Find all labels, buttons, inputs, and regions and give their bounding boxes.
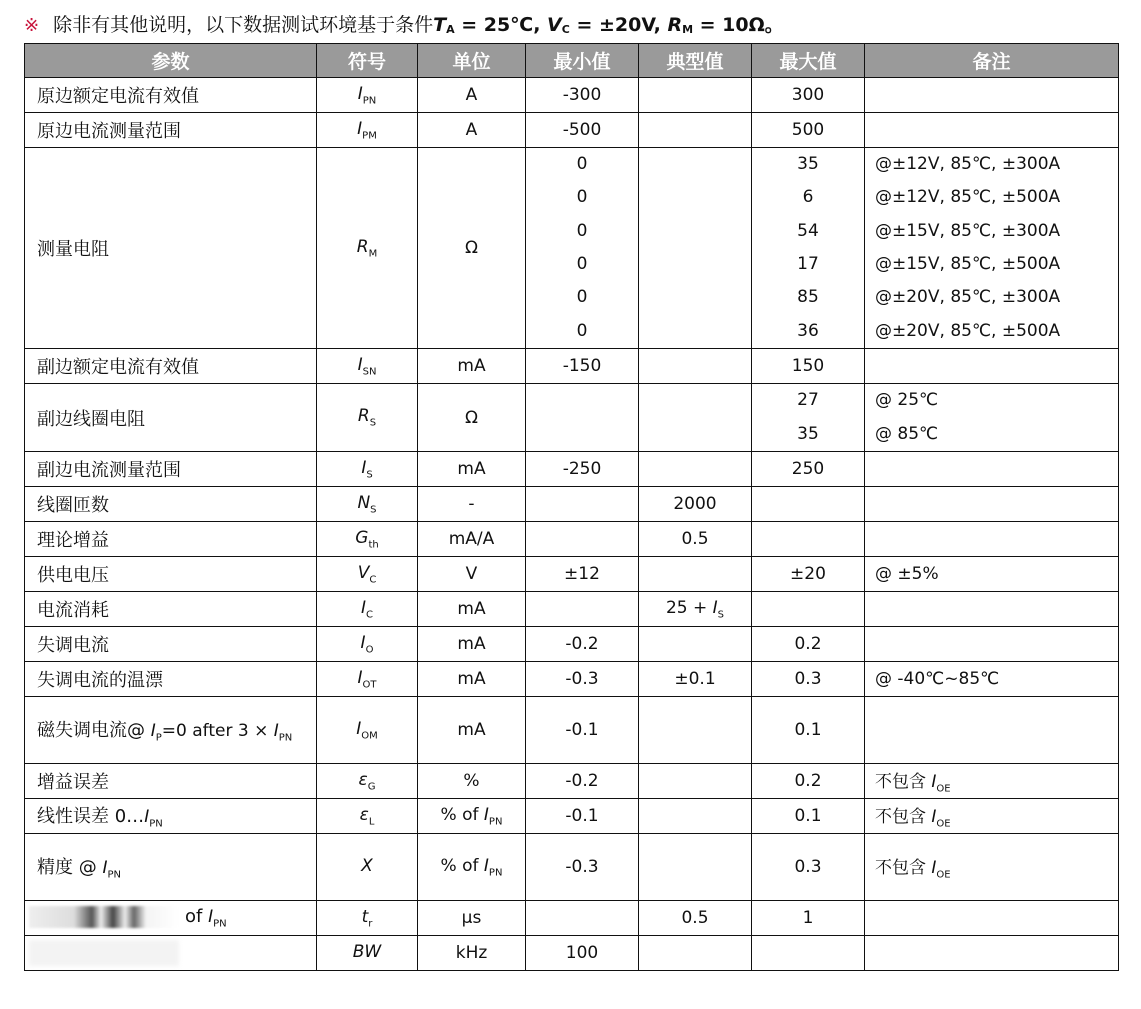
header-param: 参数 <box>25 44 317 78</box>
header-unit: 单位 <box>418 44 526 78</box>
table-row: 原边额定电流有效值 $I_{PN}$ A -300 300 <box>25 78 1119 113</box>
spec-table <box>24 43 1119 971</box>
table-row: 副边电流测量范围 $I_S$ mA -250 250 <box>25 452 1119 487</box>
table-row: 理论增益 $G_{th}$ mA/A 0.5 <box>25 522 1119 557</box>
header-max: 最大值 <box>752 44 865 78</box>
table-row: 原边电流测量范围 $I_{PM}$ A -500 500 <box>25 113 1119 148</box>
table-header-row <box>25 44 1119 78</box>
table-row: BW kHz 100 <box>25 936 1119 971</box>
redacted-area <box>29 940 179 966</box>
table-row: 增益误差 $\varepsilon_G$ % -0.2 0.2 不包含 $I_{OE}$ <box>25 764 1119 799</box>
table-row: 副边额定电流有效值 $I_{SN}$ mA -150 150 <box>25 349 1119 384</box>
table-row: 失调电流的温漂 $I_{OT}$ mA -0.3 ±0.1 0.3 @ -40℃~85℃ <box>25 662 1119 697</box>
redacted-area <box>29 906 179 928</box>
table-row: 失调电流 $I_O$ mA -0.2 0.2 <box>25 627 1119 662</box>
table-row: 测量电阻 $R_M$ Ω 0 0 0 0 0 0 35 6 54 17 85 36 @±12V, 85℃, ±300A @±12V, 85℃, ±500A @±15V, 85℃, ±300A @±15V, 85℃, ±500A @±20V, 85℃, ±300A @±20V, 85℃, ±500A <box>25 148 1119 349</box>
header-symbol: 符号 <box>317 44 418 78</box>
table-row: 供电电压 $V_C$ V ±12 ±20 @ ±5% <box>25 557 1119 592</box>
test-conditions-note: ※ 除非有其他说明，以下数据测试环境基于条件$T_A$ = 25℃, $V_C = \pm 20V$, $R_M = 10\Omega$。 <box>24 14 784 36</box>
header-min: 最小值 <box>526 44 639 78</box>
table-row: of $I_{PN}$ $t_r$ µs 0.5 1 <box>25 901 1119 936</box>
table-row: 磁失调电流@ $I_P=0$ after $3 \times I_{PN}$ $I_{OM}$ mA -0.1 0.1 <box>25 697 1119 764</box>
table-row: 电流消耗 $I_C$ mA $25 + I_S$ <box>25 592 1119 627</box>
table-row: 副边线圈电阻 $R_S$ Ω 27 35 @ 25℃ @ 85℃ <box>25 384 1119 452</box>
table-row: 精度 @ $I_{PN}$ X % of $I_{PN}$ -0.3 0.3 不包含 $I_{OE}$ <box>25 834 1119 901</box>
header-remark: 备注 <box>865 44 1119 78</box>
header-typ: 典型值 <box>639 44 752 78</box>
table-row: 线圈匝数 $N_S$ - 2000 <box>25 487 1119 522</box>
reference-mark-icon: ※ <box>24 15 40 36</box>
table-row: 线性误差 $0\dots I_{PN}$ $\varepsilon_L$ % of $I_{PN}$ -0.1 0.1 不包含 $I_{OE}$ <box>25 799 1119 834</box>
